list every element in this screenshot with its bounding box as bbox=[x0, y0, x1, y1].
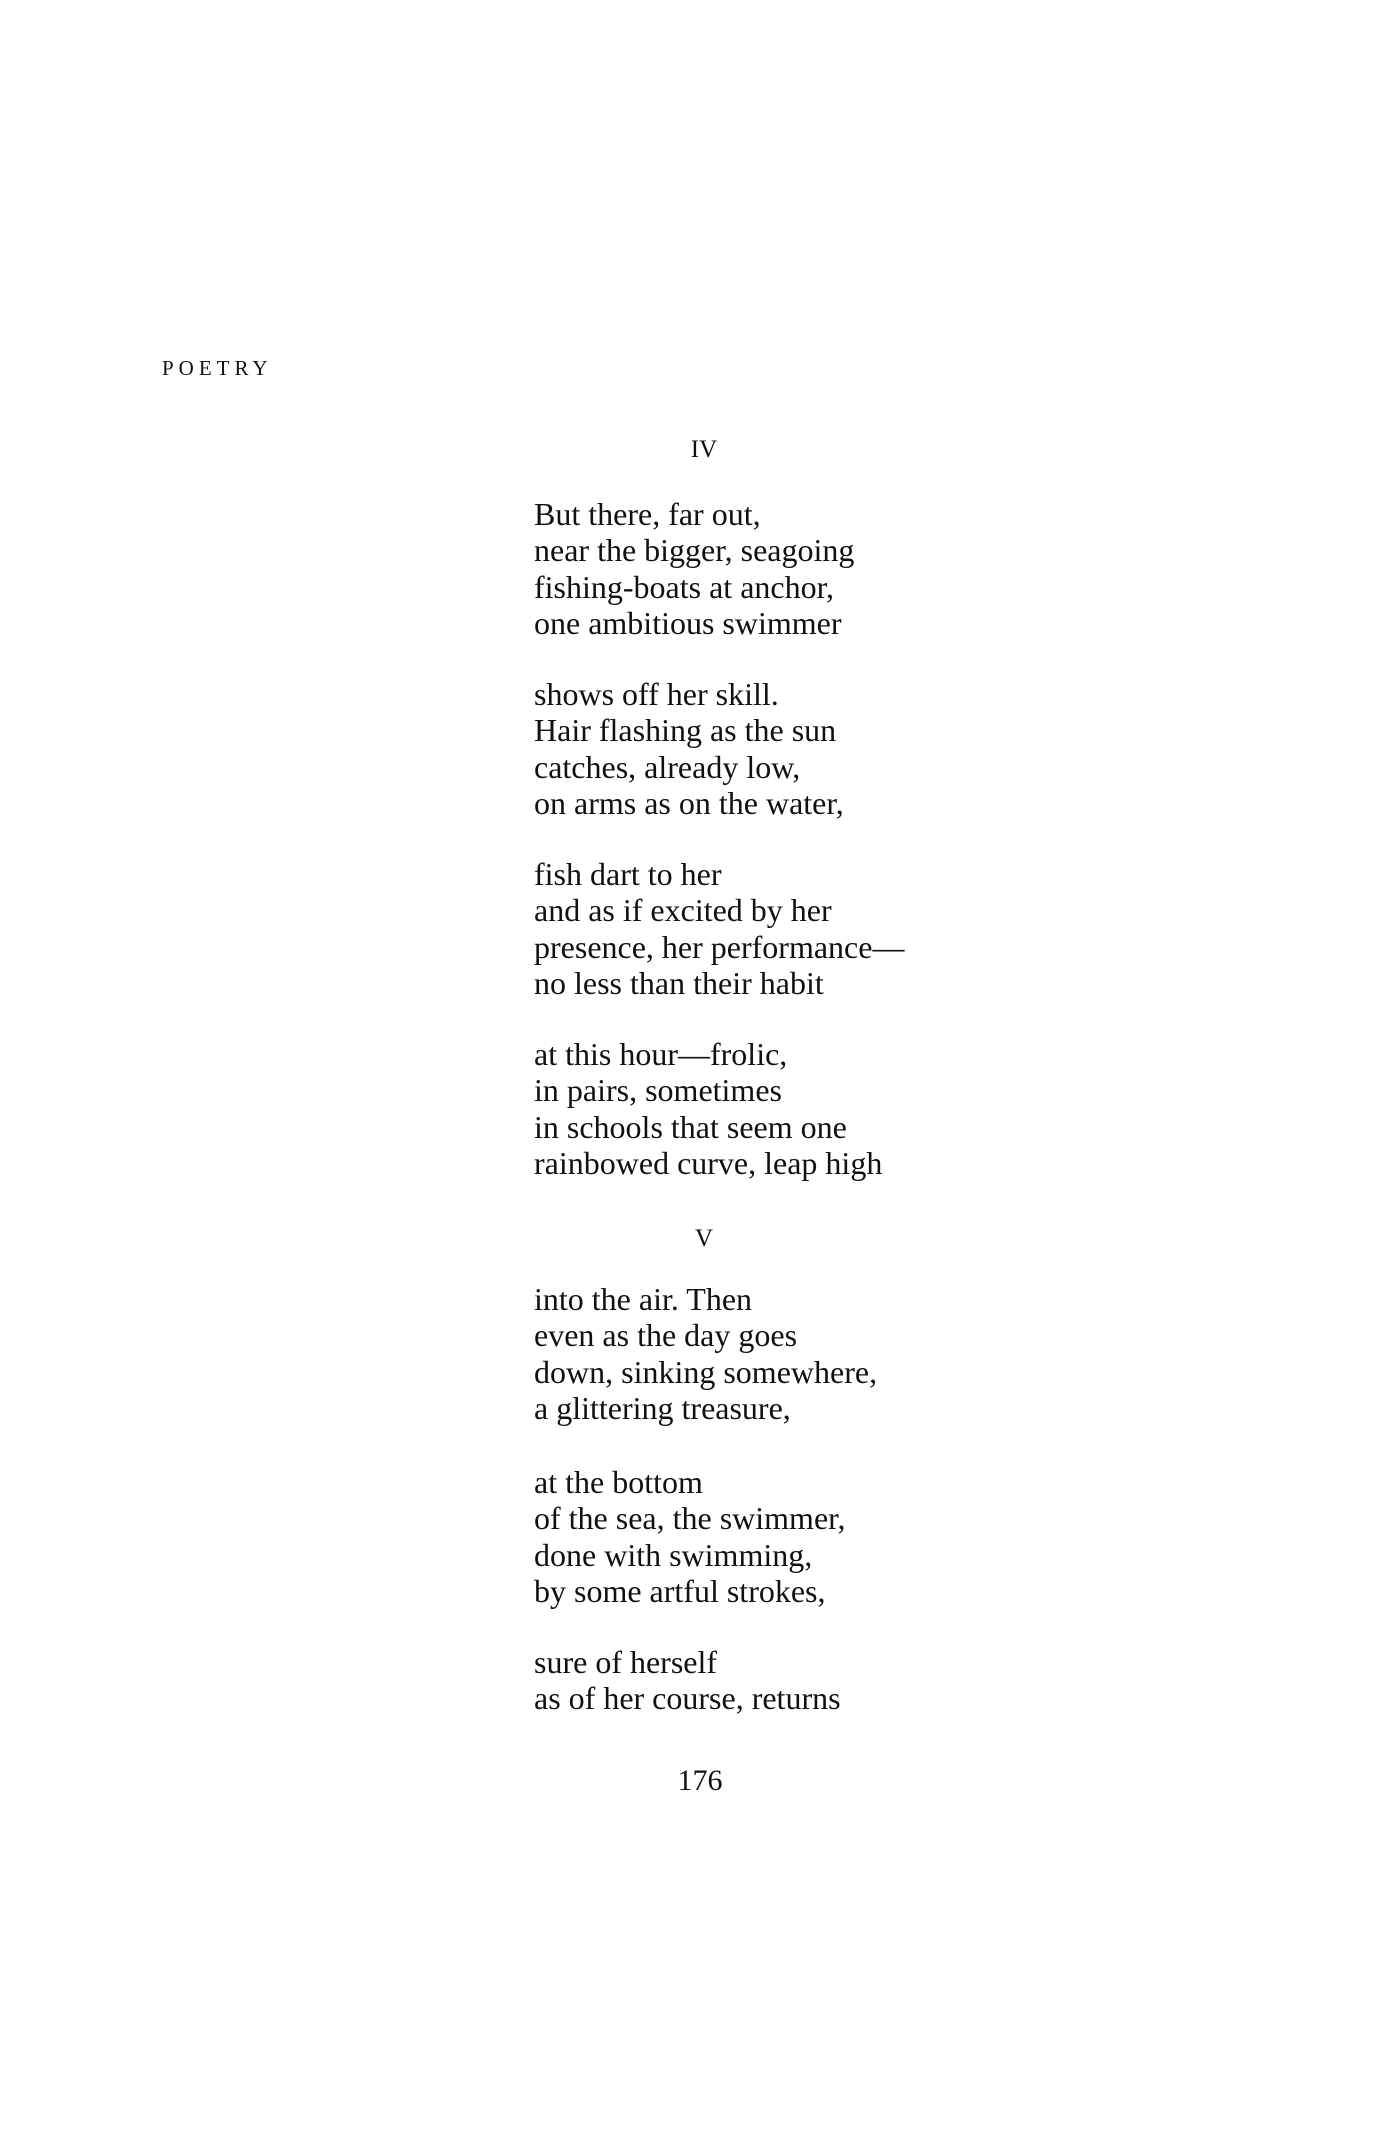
poem-line: as of her course, returns bbox=[534, 1680, 841, 1717]
poem-line: in schools that seem one bbox=[534, 1108, 847, 1145]
poem-line: and as if excited by her bbox=[534, 892, 832, 929]
poem-line: no less than their habit bbox=[534, 964, 824, 1001]
poem-line: at the bottom bbox=[534, 1464, 703, 1500]
poem-line: into the air. Then bbox=[534, 1281, 753, 1317]
stanza bbox=[534, 856, 904, 1001]
poem-line: by some artful strokes, bbox=[534, 1572, 826, 1609]
poem-line: catches, already low, bbox=[534, 748, 801, 785]
poem-line: on arms as on the water, bbox=[534, 784, 844, 821]
running-head: POETRY bbox=[162, 356, 273, 380]
poem-line: But there, far out, bbox=[534, 496, 761, 532]
poem-line: fish dart to her bbox=[534, 856, 722, 892]
poem-line: Hair flashing as the sun bbox=[534, 712, 837, 749]
poem-line: a glittering treasure, bbox=[534, 1389, 791, 1426]
stanza bbox=[534, 1036, 882, 1181]
poem-line: rainbowed curve, leap high bbox=[534, 1144, 883, 1181]
poem-line: of the sea, the swimmer, bbox=[534, 1500, 846, 1537]
poem-line: down, sinking somewhere, bbox=[534, 1353, 878, 1390]
poem-line: in pairs, sometimes bbox=[534, 1072, 782, 1109]
section-numeral-iv: IV bbox=[690, 436, 718, 463]
poem-line: near the bigger, seagoing bbox=[534, 532, 855, 569]
stanza bbox=[534, 1644, 841, 1717]
poem-line: one ambitious swimmer bbox=[534, 604, 842, 641]
stanza bbox=[534, 1281, 877, 1426]
stanza bbox=[534, 1464, 846, 1609]
poem-line: shows off her skill. bbox=[534, 676, 779, 712]
poem-line: at this hour—frolic, bbox=[534, 1036, 788, 1072]
stanza bbox=[534, 496, 854, 641]
section-numeral-v: V bbox=[694, 1225, 714, 1252]
poem-line: even as the day goes bbox=[534, 1317, 798, 1354]
page-number: 176 bbox=[677, 1764, 723, 1797]
poem-line: fishing-boats at anchor, bbox=[534, 568, 834, 605]
poem-line: done with swimming, bbox=[534, 1536, 813, 1573]
poem-line: presence, her performance— bbox=[534, 928, 905, 965]
stanza bbox=[534, 676, 844, 821]
poem-line: sure of herself bbox=[534, 1644, 718, 1680]
